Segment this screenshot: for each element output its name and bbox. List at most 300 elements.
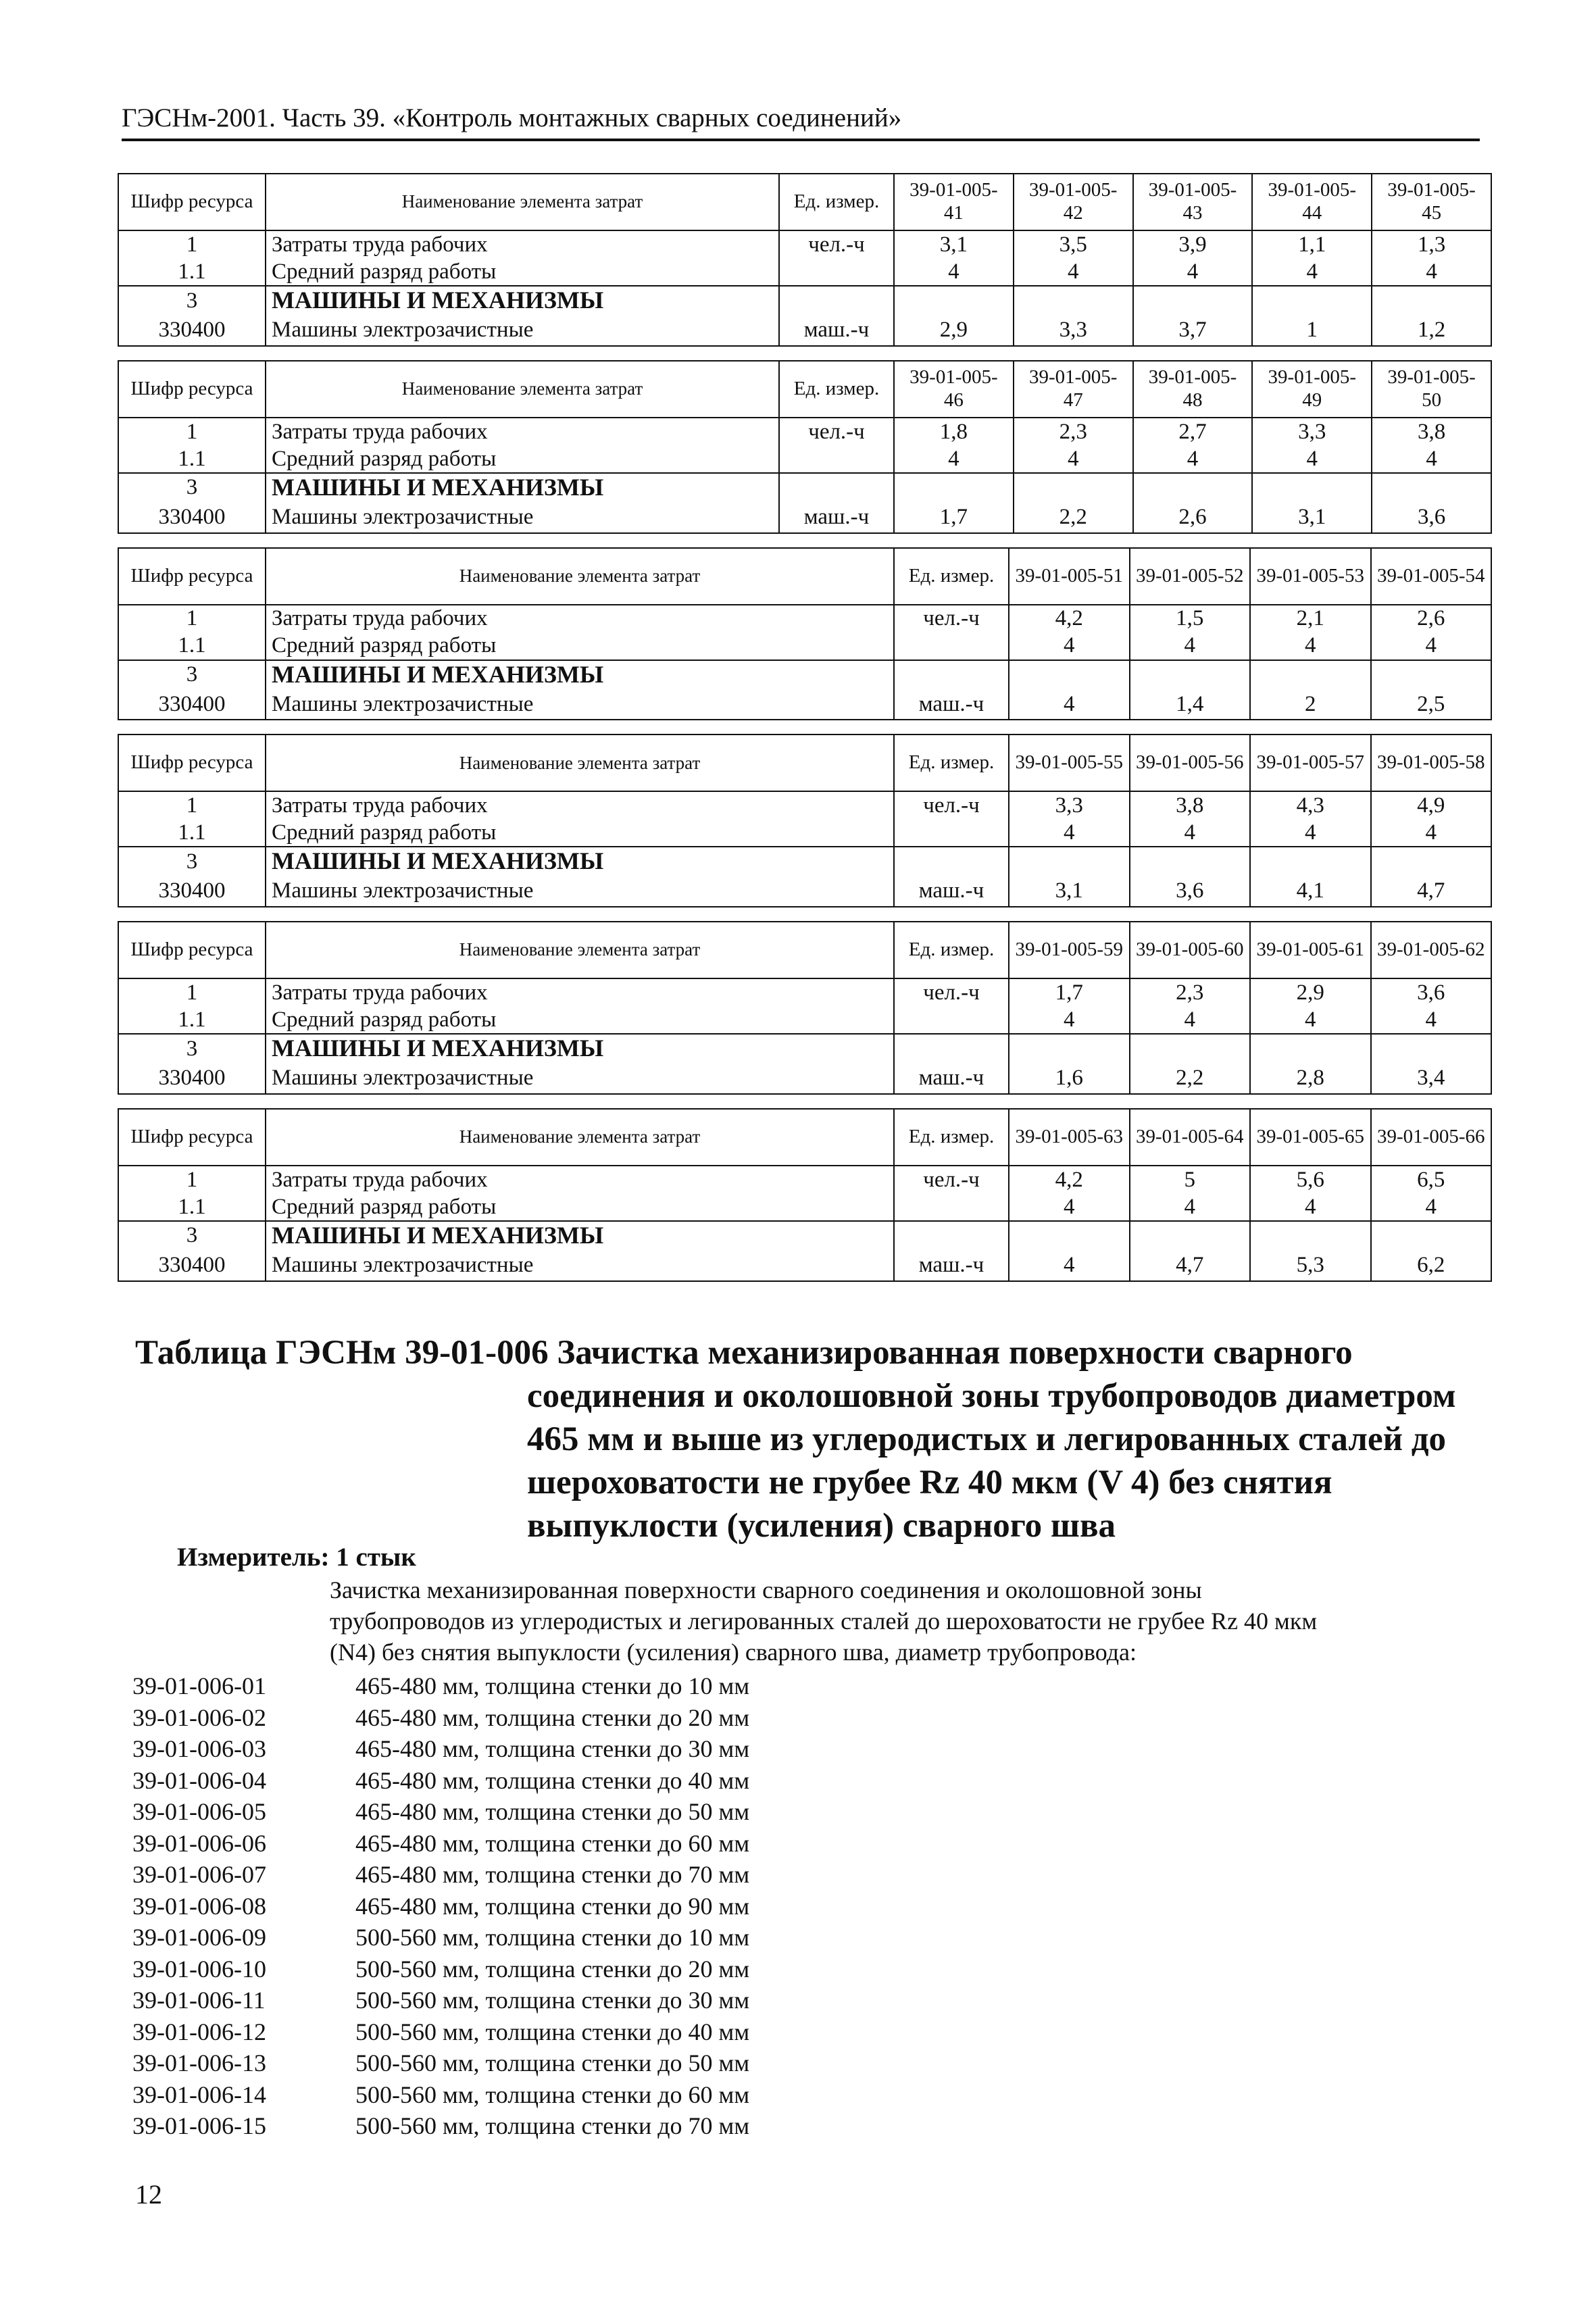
header-norm-code: 39-01-005-54	[1371, 548, 1492, 605]
table-row	[118, 978, 1491, 1006]
cost-element-name: Машины электрозачистные	[266, 502, 779, 533]
value-cell: 3,1	[894, 230, 1014, 258]
item-code: 39-01-006-01	[132, 1672, 266, 1699]
value-cell	[1371, 847, 1492, 876]
list-item	[132, 1796, 749, 1828]
item-code: 39-01-006-02	[132, 1703, 266, 1731]
resource-code: 3	[118, 1221, 266, 1250]
value-cell: 1,5	[1130, 605, 1251, 632]
norm-table	[118, 921, 1492, 1095]
unit-cell: чел.-ч	[894, 605, 1009, 632]
value-cell: 4,7	[1371, 876, 1492, 907]
resource-code: 330400	[118, 689, 266, 720]
table-row	[118, 689, 1491, 720]
table-row	[118, 632, 1491, 660]
header-norm-code: 39-01-005-46	[894, 361, 1014, 418]
table-row	[118, 258, 1491, 286]
cost-element-name: Машины электрозачистные	[266, 689, 894, 720]
unit-cell: чел.-ч	[894, 1166, 1009, 1193]
list-item	[132, 1859, 749, 1891]
measure-unit: Измеритель: 1 стык	[177, 1543, 416, 1572]
cost-element-name: Средний разряд работы	[266, 1193, 894, 1221]
value-cell	[1009, 660, 1130, 689]
item-list	[132, 1670, 749, 2142]
value-cell: 2,5	[1371, 689, 1492, 720]
item-code: 39-01-006-08	[132, 1892, 266, 1920]
resource-code: 3	[118, 473, 266, 502]
unit-cell	[894, 847, 1009, 876]
resource-code: 1.1	[118, 819, 266, 847]
resource-code: 1.1	[118, 1006, 266, 1034]
list-item	[132, 1702, 749, 1734]
value-cell: 1,7	[1009, 978, 1130, 1006]
resource-code: 330400	[118, 1250, 266, 1281]
value-cell: 1,6	[1009, 1063, 1130, 1094]
header-unit: Ед. измер.	[779, 361, 894, 418]
norm-table	[118, 734, 1492, 907]
table-row	[118, 473, 1491, 502]
value-cell: 1,2	[1372, 315, 1491, 346]
value-cell	[1130, 660, 1251, 689]
header-norm-code: 39-01-005-49	[1252, 361, 1372, 418]
table-row	[118, 1193, 1491, 1221]
header-norm-code: 39-01-005-47	[1014, 361, 1133, 418]
cost-element-name: Затраты труда рабочих	[266, 605, 894, 632]
unit-cell	[894, 1006, 1009, 1034]
item-text: 465-480 мм, толщина стенки до 20 мм	[355, 1703, 750, 1731]
value-cell: 4	[1252, 445, 1372, 473]
cost-element-name: Средний разряд работы	[266, 1006, 894, 1034]
section-title-line: выпуклости (усиления) сварного шва	[527, 1507, 1116, 1545]
cost-element-name: Затраты труда рабочих	[266, 230, 779, 258]
value-cell: 3,3	[1014, 315, 1133, 346]
header-norm-code: 39-01-005-59	[1009, 922, 1130, 978]
list-item	[132, 1828, 749, 1860]
value-cell: 4	[1371, 1193, 1492, 1221]
table-row	[118, 445, 1491, 473]
value-cell: 2	[1250, 689, 1371, 720]
value-cell: 1,1	[1252, 230, 1372, 258]
value-cell: 2,9	[1250, 978, 1371, 1006]
value-cell: 1,8	[894, 418, 1014, 445]
value-cell: 1,3	[1372, 230, 1491, 258]
cost-element-name: МАШИНЫ И МЕХАНИЗМЫ	[266, 1221, 894, 1250]
table-row	[118, 1006, 1491, 1034]
norm-table	[118, 1108, 1492, 1282]
norm-table	[118, 547, 1492, 721]
unit-cell	[779, 445, 894, 473]
header-code: Шифр ресурса	[118, 548, 266, 605]
page-number: 12	[135, 2179, 162, 2210]
unit-cell: маш.-ч	[779, 315, 894, 346]
value-cell: 4	[1371, 819, 1492, 847]
header-norm-code: 39-01-005-56	[1130, 735, 1251, 791]
list-item	[132, 1985, 749, 2016]
value-cell: 4	[1130, 1006, 1251, 1034]
table-row	[118, 876, 1491, 907]
list-item	[132, 2016, 749, 2048]
header-norm-code: 39-01-005-60	[1130, 922, 1251, 978]
header-unit: Ед. измер.	[894, 922, 1009, 978]
unit-cell	[894, 819, 1009, 847]
header-norm-code: 39-01-005-45	[1372, 174, 1491, 230]
value-cell: 4	[1009, 689, 1130, 720]
unit-cell	[894, 660, 1009, 689]
item-text: 500-560 мм, толщина стенки до 10 мм	[355, 1924, 750, 1951]
value-cell	[1009, 1034, 1130, 1063]
item-code: 39-01-006-12	[132, 2018, 266, 2045]
value-cell: 3,3	[1009, 791, 1130, 819]
value-cell: 2,1	[1250, 605, 1371, 632]
resource-code: 1	[118, 978, 266, 1006]
item-text: 465-480 мм, толщина стенки до 40 мм	[355, 1766, 750, 1794]
value-cell: 4	[1009, 1006, 1130, 1034]
cost-element-name: МАШИНЫ И МЕХАНИЗМЫ	[266, 286, 779, 315]
item-code: 39-01-006-11	[132, 1987, 266, 2014]
value-cell: 4,2	[1009, 1166, 1130, 1193]
item-text: 500-560 мм, толщина стенки до 40 мм	[355, 2018, 750, 2045]
value-cell	[1250, 1034, 1371, 1063]
value-cell: 3,7	[1133, 315, 1253, 346]
value-cell	[894, 286, 1014, 315]
value-cell: 2,3	[1130, 978, 1251, 1006]
value-cell: 4	[1250, 819, 1371, 847]
value-cell: 4	[1250, 1193, 1371, 1221]
item-code: 39-01-006-10	[132, 1955, 266, 1983]
resource-code: 3	[118, 660, 266, 689]
table-row	[118, 315, 1491, 346]
value-cell: 4	[894, 445, 1014, 473]
item-text: 465-480 мм, толщина стенки до 60 мм	[355, 1829, 750, 1857]
intro-line: Зачистка механизированная поверхности сварного соединения и околошовной зоны	[330, 1576, 1202, 1603]
value-cell: 3,8	[1130, 791, 1251, 819]
resource-code: 330400	[118, 315, 266, 346]
value-cell: 3,4	[1371, 1063, 1492, 1094]
unit-cell: маш.-ч	[894, 1250, 1009, 1281]
value-cell	[1250, 660, 1371, 689]
value-cell: 2,7	[1133, 418, 1253, 445]
value-cell: 2,3	[1014, 418, 1133, 445]
unit-cell	[894, 1034, 1009, 1063]
header-norm-code: 39-01-005-55	[1009, 735, 1130, 791]
unit-cell	[779, 473, 894, 502]
resource-code: 3	[118, 286, 266, 315]
header-name: Наименование элемента затрат	[266, 548, 894, 605]
unit-cell: маш.-ч	[779, 502, 894, 533]
item-text: 465-480 мм, толщина стенки до 50 мм	[355, 1798, 750, 1825]
item-text: 500-560 мм, толщина стенки до 50 мм	[355, 2049, 750, 2076]
unit-cell	[894, 1193, 1009, 1221]
table-row	[118, 605, 1491, 632]
section-title-line: шероховатости не грубее Rz 40 мкм (V 4) без снятия	[527, 1464, 1332, 1501]
header-code: Шифр ресурса	[118, 922, 266, 978]
value-cell	[1130, 1221, 1251, 1250]
value-cell: 5,6	[1250, 1166, 1371, 1193]
unit-cell	[894, 1221, 1009, 1250]
value-cell	[1130, 1034, 1251, 1063]
value-cell: 3,1	[1252, 502, 1372, 533]
table-row	[118, 847, 1491, 876]
list-item	[132, 1765, 749, 1797]
cost-element-name: МАШИНЫ И МЕХАНИЗМЫ	[266, 473, 779, 502]
resource-code: 1	[118, 1166, 266, 1193]
value-cell	[1250, 1221, 1371, 1250]
table-row	[118, 418, 1491, 445]
value-cell: 4,7	[1130, 1250, 1251, 1281]
value-cell: 3,3	[1252, 418, 1372, 445]
header-name: Наименование элемента затрат	[266, 1109, 894, 1166]
header-name: Наименование элемента затрат	[266, 922, 894, 978]
list-item	[132, 1891, 749, 1922]
value-cell: 3,9	[1133, 230, 1253, 258]
cost-element-name: Затраты труда рабочих	[266, 791, 894, 819]
unit-cell: чел.-ч	[894, 791, 1009, 819]
header-norm-code: 39-01-005-48	[1133, 361, 1253, 418]
value-cell: 2,2	[1130, 1063, 1251, 1094]
value-cell: 4	[1130, 819, 1251, 847]
resource-code: 3	[118, 847, 266, 876]
value-cell: 4,9	[1371, 791, 1492, 819]
item-text: 500-560 мм, толщина стенки до 20 мм	[355, 1955, 750, 1983]
section-title-line: 465 мм и выше из углеродистых и легированных сталей до	[527, 1420, 1447, 1458]
header-norm-code: 39-01-005-63	[1009, 1109, 1130, 1166]
item-text: 465-480 мм, толщина стенки до 70 мм	[355, 1861, 750, 1888]
section-intro	[330, 1574, 1478, 1668]
value-cell: 4	[1133, 445, 1253, 473]
header-norm-code: 39-01-005-52	[1130, 548, 1251, 605]
list-item	[132, 2110, 749, 2142]
value-cell: 1	[1252, 315, 1372, 346]
cost-element-name: Средний разряд работы	[266, 445, 779, 473]
section-title	[135, 1331, 1487, 1547]
value-cell: 4	[1009, 632, 1130, 660]
header-name: Наименование элемента затрат	[266, 735, 894, 791]
header-code: Шифр ресурса	[118, 361, 266, 418]
table-row	[118, 1166, 1491, 1193]
value-cell	[1133, 473, 1253, 502]
unit-cell	[779, 286, 894, 315]
header-norm-code: 39-01-005-57	[1250, 735, 1371, 791]
value-cell: 4	[1250, 1006, 1371, 1034]
list-item	[132, 2079, 749, 2111]
value-cell: 1,7	[894, 502, 1014, 533]
resource-code: 1	[118, 605, 266, 632]
resource-code: 1.1	[118, 258, 266, 286]
value-cell: 2,6	[1133, 502, 1253, 533]
header-unit: Ед. измер.	[894, 548, 1009, 605]
item-text: 500-560 мм, толщина стенки до 30 мм	[355, 1987, 750, 2014]
value-cell: 4	[1014, 445, 1133, 473]
unit-cell	[894, 632, 1009, 660]
value-cell: 4	[1372, 258, 1491, 286]
value-cell: 4	[1371, 1006, 1492, 1034]
resource-code: 1.1	[118, 632, 266, 660]
value-cell: 4	[1371, 632, 1492, 660]
value-cell: 3,6	[1372, 502, 1491, 533]
resource-code: 330400	[118, 502, 266, 533]
header-code: Шифр ресурса	[118, 174, 266, 230]
value-cell	[1014, 473, 1133, 502]
header-norm-code: 39-01-005-64	[1130, 1109, 1251, 1166]
cost-element-name: Средний разряд работы	[266, 632, 894, 660]
value-cell	[1014, 286, 1133, 315]
header-unit: Ед. измер.	[779, 174, 894, 230]
item-code: 39-01-006-04	[132, 1766, 266, 1794]
value-cell: 4	[1250, 632, 1371, 660]
value-cell: 4	[1252, 258, 1372, 286]
resource-code: 1	[118, 791, 266, 819]
list-item	[132, 1953, 749, 1985]
table-row	[118, 230, 1491, 258]
resource-code: 330400	[118, 1063, 266, 1094]
table-row	[118, 660, 1491, 689]
item-code: 39-01-006-06	[132, 1829, 266, 1857]
value-cell: 6,5	[1371, 1166, 1492, 1193]
value-cell: 4,2	[1009, 605, 1130, 632]
header-name: Наименование элемента затрат	[266, 174, 779, 230]
cost-element-name: Машины электрозачистные	[266, 1063, 894, 1094]
section-title-line: соединения и околошовной зоны трубопроводов диаметром	[527, 1377, 1456, 1415]
resource-tables	[118, 173, 1491, 1295]
value-cell: 4	[1130, 632, 1251, 660]
table-row	[118, 1063, 1491, 1094]
table-row	[118, 1221, 1491, 1250]
table-row	[118, 819, 1491, 847]
value-cell: 2,8	[1250, 1063, 1371, 1094]
header-norm-code: 39-01-005-66	[1371, 1109, 1492, 1166]
unit-cell: чел.-ч	[779, 230, 894, 258]
cost-element-name: Средний разряд работы	[266, 819, 894, 847]
resource-code: 1	[118, 418, 266, 445]
item-text: 465-480 мм, толщина стенки до 90 мм	[355, 1892, 750, 1920]
header-norm-code: 39-01-005-51	[1009, 548, 1130, 605]
value-cell	[1252, 473, 1372, 502]
table-row	[118, 286, 1491, 315]
table-row	[118, 1250, 1491, 1281]
header-name: Наименование элемента затрат	[266, 361, 779, 418]
header-norm-code: 39-01-005-58	[1371, 735, 1492, 791]
value-cell: 3,8	[1372, 418, 1491, 445]
cost-element-name: Затраты труда рабочих	[266, 418, 779, 445]
cost-element-name: МАШИНЫ И МЕХАНИЗМЫ	[266, 1034, 894, 1063]
item-code: 39-01-006-14	[132, 2081, 266, 2108]
value-cell: 4	[1372, 445, 1491, 473]
header-code: Шифр ресурса	[118, 735, 266, 791]
table-row	[118, 502, 1491, 533]
item-text: 500-560 мм, толщина стенки до 70 мм	[355, 2112, 750, 2139]
value-cell	[1133, 286, 1253, 315]
value-cell: 2,6	[1371, 605, 1492, 632]
value-cell	[1009, 1221, 1130, 1250]
unit-cell: маш.-ч	[894, 876, 1009, 907]
header-norm-code: 39-01-005-44	[1252, 174, 1372, 230]
cost-element-name: Машины электрозачистные	[266, 1250, 894, 1281]
table-row	[118, 1034, 1491, 1063]
value-cell: 4	[1130, 1193, 1251, 1221]
item-code: 39-01-006-13	[132, 2049, 266, 2076]
cost-element-name: Машины электрозачистные	[266, 876, 894, 907]
cost-element-name: Затраты труда рабочих	[266, 1166, 894, 1193]
value-cell: 3,6	[1130, 876, 1251, 907]
header-code: Шифр ресурса	[118, 1109, 266, 1166]
header-unit: Ед. измер.	[894, 1109, 1009, 1166]
value-cell	[1250, 847, 1371, 876]
page-header: ГЭСНм-2001. Часть 39. «Контроль монтажных сварных соединений»	[122, 103, 1480, 141]
value-cell: 4	[1009, 1250, 1130, 1281]
value-cell: 6,2	[1371, 1250, 1492, 1281]
value-cell	[1372, 473, 1491, 502]
value-cell: 4	[1009, 819, 1130, 847]
header-unit: Ед. измер.	[894, 735, 1009, 791]
item-code: 39-01-006-05	[132, 1798, 266, 1825]
header-norm-code: 39-01-005-65	[1250, 1109, 1371, 1166]
value-cell: 4	[1009, 1193, 1130, 1221]
value-cell: 4,3	[1250, 791, 1371, 819]
unit-cell: маш.-ч	[894, 1063, 1009, 1094]
item-code: 39-01-006-03	[132, 1735, 266, 1762]
unit-cell: чел.-ч	[779, 418, 894, 445]
value-cell	[1252, 286, 1372, 315]
resource-code: 1	[118, 230, 266, 258]
item-code: 39-01-006-15	[132, 2112, 266, 2139]
value-cell: 4	[894, 258, 1014, 286]
resource-code: 330400	[118, 876, 266, 907]
value-cell	[1371, 1221, 1492, 1250]
list-item	[132, 1670, 749, 1702]
value-cell: 3,1	[1009, 876, 1130, 907]
value-cell: 3,6	[1371, 978, 1492, 1006]
cost-element-name: Средний разряд работы	[266, 258, 779, 286]
item-text: 465-480 мм, толщина стенки до 30 мм	[355, 1735, 750, 1762]
norm-table	[118, 360, 1492, 534]
cost-element-name: Затраты труда рабочих	[266, 978, 894, 1006]
value-cell: 2,2	[1014, 502, 1133, 533]
cost-element-name: МАШИНЫ И МЕХАНИЗМЫ	[266, 660, 894, 689]
value-cell	[1371, 1034, 1492, 1063]
value-cell	[1130, 847, 1251, 876]
intro-line: (N4) без снятия выпуклости (усиления) сварного шва, диаметр трубопровода:	[330, 1639, 1137, 1666]
value-cell: 4	[1014, 258, 1133, 286]
value-cell: 4	[1133, 258, 1253, 286]
value-cell: 5	[1130, 1166, 1251, 1193]
value-cell: 5,3	[1250, 1250, 1371, 1281]
item-text: 465-480 мм, толщина стенки до 10 мм	[355, 1672, 750, 1699]
header-norm-code: 39-01-005-41	[894, 174, 1014, 230]
section-title-line: Таблица ГЭСНм 39-01-006 Зачистка механизированная поверхности сварного	[135, 1334, 1353, 1372]
resource-code: 3	[118, 1034, 266, 1063]
value-cell	[894, 473, 1014, 502]
norm-table	[118, 173, 1492, 347]
header-norm-code: 39-01-005-53	[1250, 548, 1371, 605]
item-code: 39-01-006-07	[132, 1861, 266, 1888]
value-cell	[1371, 660, 1492, 689]
value-cell	[1009, 847, 1130, 876]
header-norm-code: 39-01-005-61	[1250, 922, 1371, 978]
cost-element-name: Машины электрозачистные	[266, 315, 779, 346]
item-code: 39-01-006-09	[132, 1924, 266, 1951]
header-norm-code: 39-01-005-43	[1133, 174, 1253, 230]
value-cell: 3,5	[1014, 230, 1133, 258]
unit-cell: маш.-ч	[894, 689, 1009, 720]
value-cell	[1372, 286, 1491, 315]
list-item	[132, 1733, 749, 1765]
cost-element-name: МАШИНЫ И МЕХАНИЗМЫ	[266, 847, 894, 876]
table-row	[118, 791, 1491, 819]
header-norm-code: 39-01-005-42	[1014, 174, 1133, 230]
item-text: 500-560 мм, толщина стенки до 60 мм	[355, 2081, 750, 2108]
list-item	[132, 1922, 749, 1953]
intro-line: трубопроводов из углеродистых и легированных сталей до шероховатости не грубее Rz 40 мкм	[330, 1608, 1318, 1635]
